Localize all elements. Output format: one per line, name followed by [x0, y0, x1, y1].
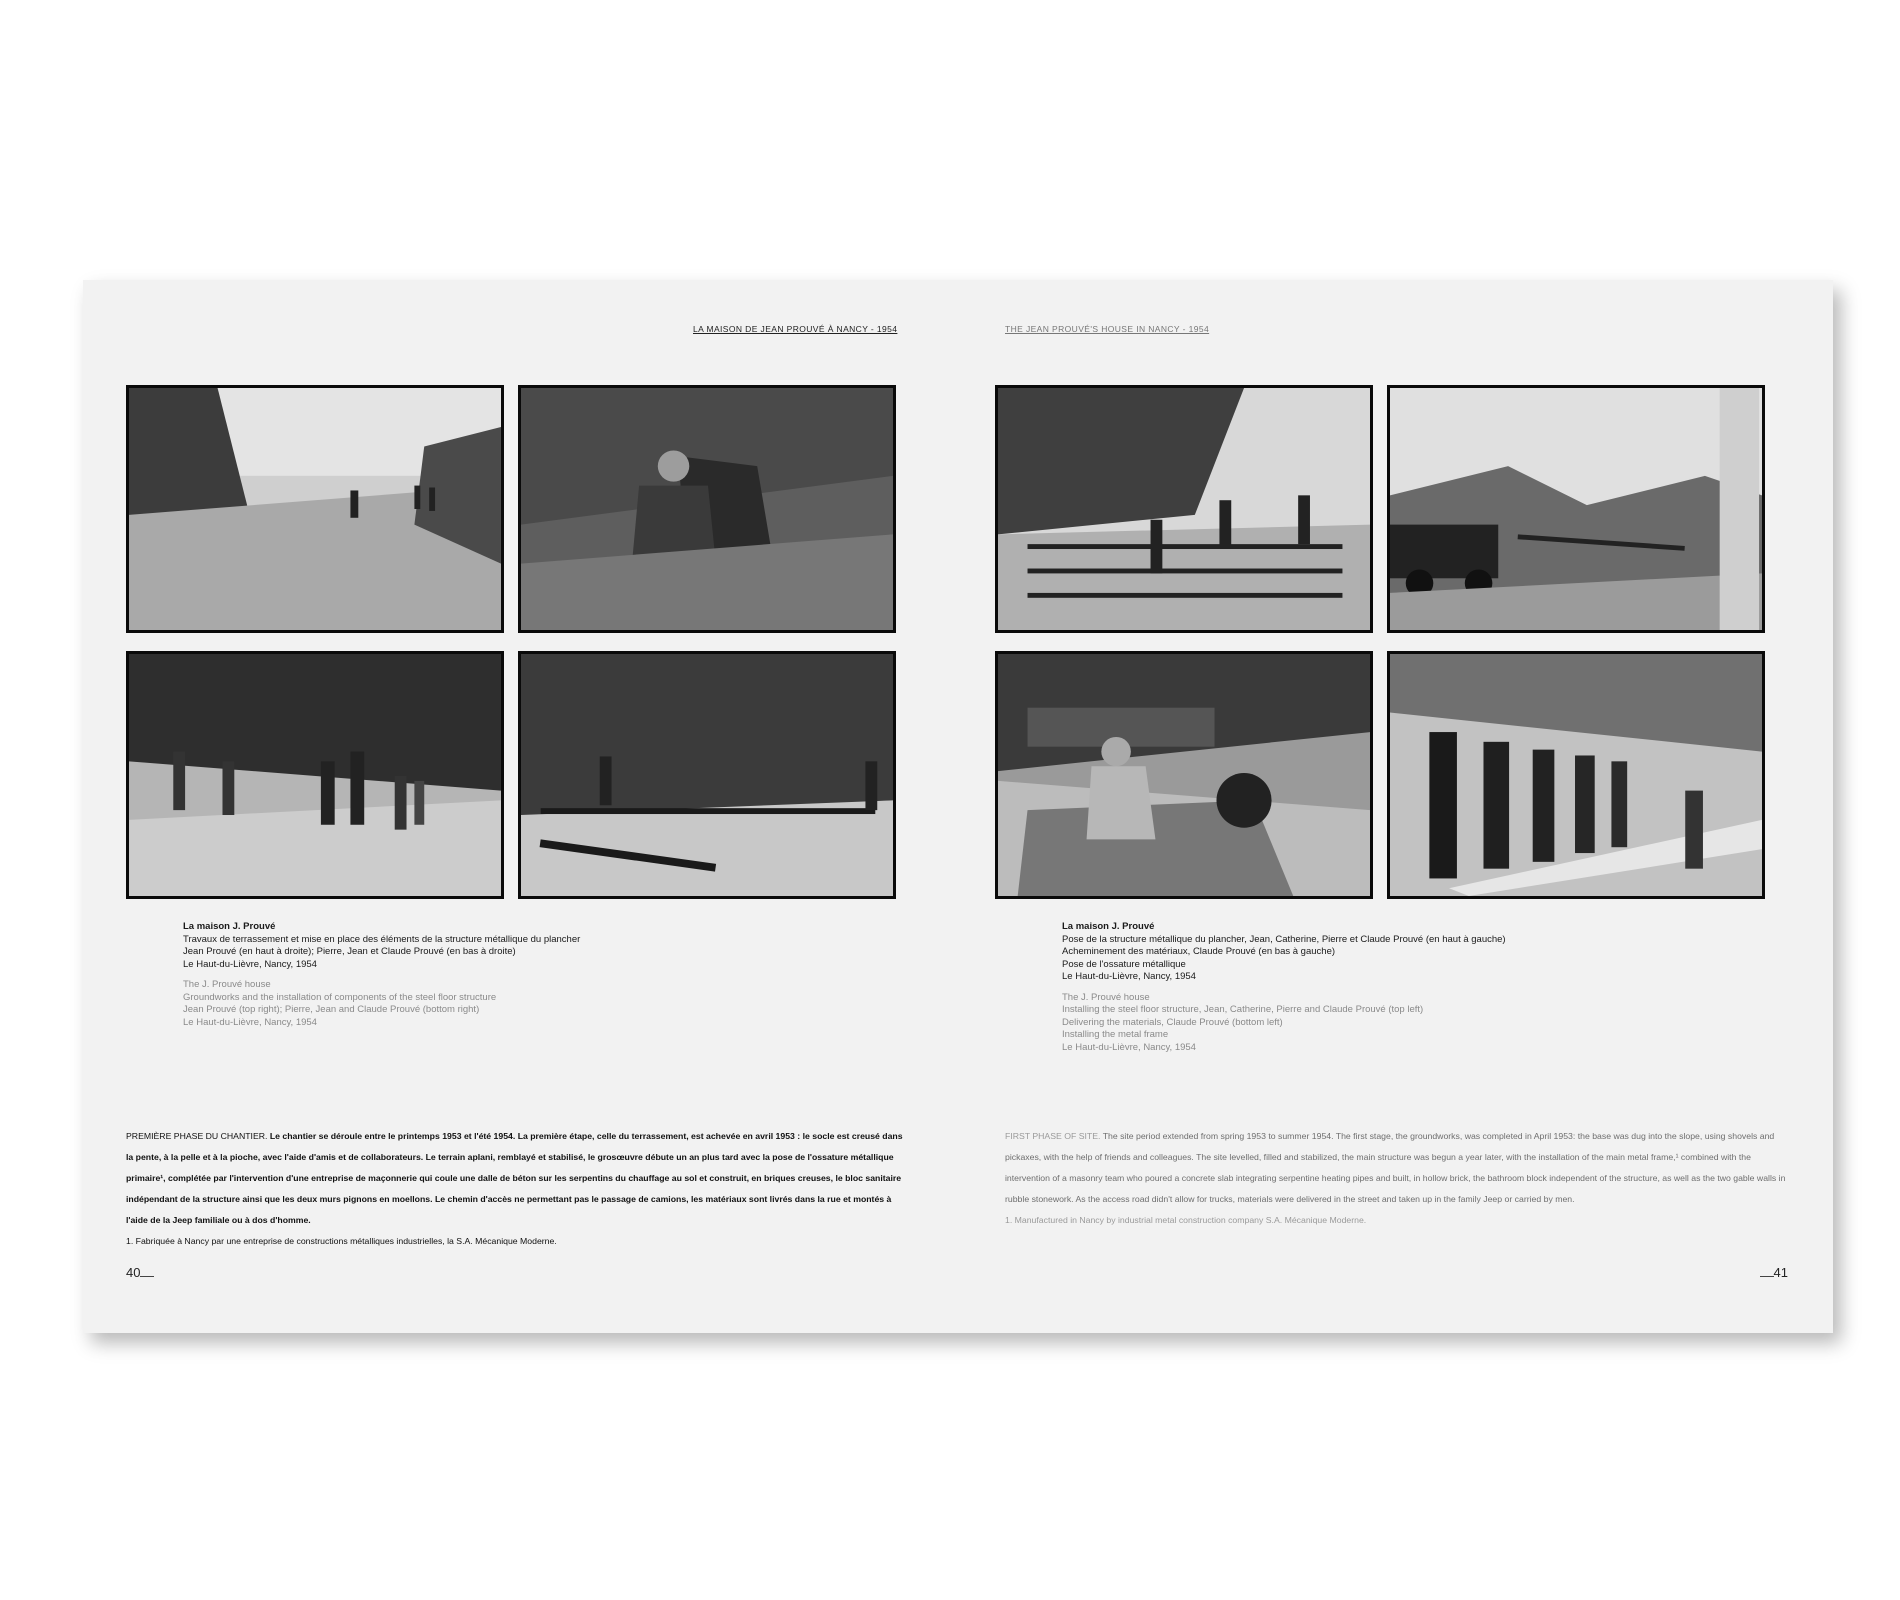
photo-steel-beams — [518, 651, 896, 899]
body-left-lead: PREMIÈRE PHASE DU CHANTIER. — [126, 1131, 268, 1141]
caption-right — [1062, 921, 1662, 1054]
caption-right-fr-line: Le Haut-du-Lièvre, Nancy, 1954 — [1062, 971, 1196, 982]
running-head-left: LA MAISON DE JEAN PROUVÉ À NANCY - 1954 — [693, 324, 898, 334]
caption-left-en-title: The J. Prouvé house — [183, 979, 271, 990]
caption-right-fr-line: Acheminement des matériaux, Claude Prouvé (en bas à gauche) — [1062, 946, 1336, 957]
caption-right-en-line: Installing the metal frame — [1062, 1029, 1169, 1040]
footnote-left: 1. Fabriquée à Nancy par une entreprise de constructions métalliques industrielles, la S.A. Mécanique Moderne. — [126, 1236, 557, 1246]
folio-rule — [140, 1276, 154, 1277]
caption-left-en-line: Jean Prouvé (top right); Pierre, Jean and Claude Prouvé (bottom right) — [183, 1004, 480, 1015]
photo-jeep-driver — [995, 651, 1373, 899]
page-number-left-value: 40 — [126, 1265, 141, 1280]
caption-right-en-title: The J. Prouvé house — [1062, 991, 1150, 1003]
caption-right-fr-title: La maison J. Prouvé — [1062, 921, 1155, 932]
caption-left-en-line: Le Haut-du-Lièvre, Nancy, 1954 — [183, 1016, 317, 1028]
photo-man-crouching — [518, 385, 896, 633]
photo-truck-delivery — [1387, 385, 1765, 633]
caption-left-fr-line: Travaux de terrassement et mise en place des éléments de la structure métallique du plancher — [183, 933, 581, 945]
body-text-right — [1005, 1126, 1790, 1231]
page-number-left — [126, 1265, 154, 1280]
photo-floor-structure — [995, 385, 1373, 633]
caption-left-fr-title: La maison J. Prouvé — [183, 921, 276, 932]
body-right-lead: FIRST PHASE OF SITE. — [1005, 1131, 1101, 1141]
photo-metal-frame — [1387, 651, 1765, 899]
running-head-right: THE JEAN PROUVÉ'S HOUSE IN NANCY - 1954 — [1005, 324, 1210, 334]
caption-right-fr-line: Pose de la structure métallique du plancher, Jean, Catherine, Pierre et Claude Prouvé (en haut à gauche) — [1062, 933, 1506, 945]
caption-left-fr-line: Jean Prouvé (en haut à droite); Pierre, Jean et Claude Prouvé (en bas à droite) — [183, 946, 516, 957]
body-text-left — [126, 1126, 911, 1252]
folio-rule — [1760, 1276, 1774, 1277]
caption-left-fr-line: Le Haut-du-Lièvre, Nancy, 1954 — [183, 958, 317, 970]
caption-left — [183, 921, 743, 1029]
caption-left-en-line: Groundworks and the installation of components of the steel floor structure — [183, 991, 497, 1003]
caption-right-en-line: Le Haut-du-Lièvre, Nancy, 1954 — [1062, 1041, 1196, 1053]
caption-right-fr-line: Pose de l'ossature métallique — [1062, 958, 1186, 970]
caption-right-en-line: Delivering the materials, Claude Prouvé (bottom left) — [1062, 1016, 1283, 1028]
page-number-right — [1760, 1265, 1788, 1280]
body-right-text: The site period extended from spring 1953 to summer 1954. The first stage, the groundworks, was completed in April 1953: the base was dug into the slope, using shovels and pickaxes, with the help of friends and colleagues. The site levelled, filled and stabilized, the main structure was begun a year later, with the installation of the main metal frame,¹ combined with the intervention of a masonry team who poured a concrete slab integrating serpentine heating pipes and built, in hollow brick, the bathroom block independent of the structure, as well as the two gable walls in rubble stonework. As the access road didn't allow for trucks, materials were delivered in the street and taken up in the family Jeep or carried by men. — [1005, 1131, 1786, 1204]
caption-right-en-line: Installing the steel floor structure, Jean, Catherine, Pierre and Claude Prouvé (top left) — [1062, 1004, 1424, 1015]
body-left-text: Le chantier se déroule entre le printemps 1953 et l'été 1954. La première étape, celle du terrassement, est achevée en avril 1953 : le socle est creusé dans la pente, à la pelle et à la pioche, avec l'aide d'amis et de collaborateurs. Le terrain aplani, remblayé et stabilisé, le grosœuvre débute un an plus tard avec la pose de l'ossature métallique primaire¹, complétée par l'intervention d'une entreprise de maçonnerie qui coule une dalle de béton sur les serpentins du chauffage au sol et construit, en briques creuses, le bloc sanitaire indépendant de la structure ainsi que les deux murs pignons en moellons. Le chemin d'accès ne permettant pas le passage de camions, les matériaux sont livrés dans la rue et montés à l'aide de la Jeep familiale ou à dos d'homme. — [126, 1131, 903, 1225]
photo-groundworks-slope — [126, 385, 504, 633]
footnote-right: 1. Manufactured in Nancy by industrial metal construction company S.A. Mécanique Moderne. — [1005, 1215, 1367, 1225]
photo-workers-group — [126, 651, 504, 899]
page-number-right-value: 41 — [1773, 1265, 1788, 1280]
book-spread — [83, 280, 1833, 1333]
